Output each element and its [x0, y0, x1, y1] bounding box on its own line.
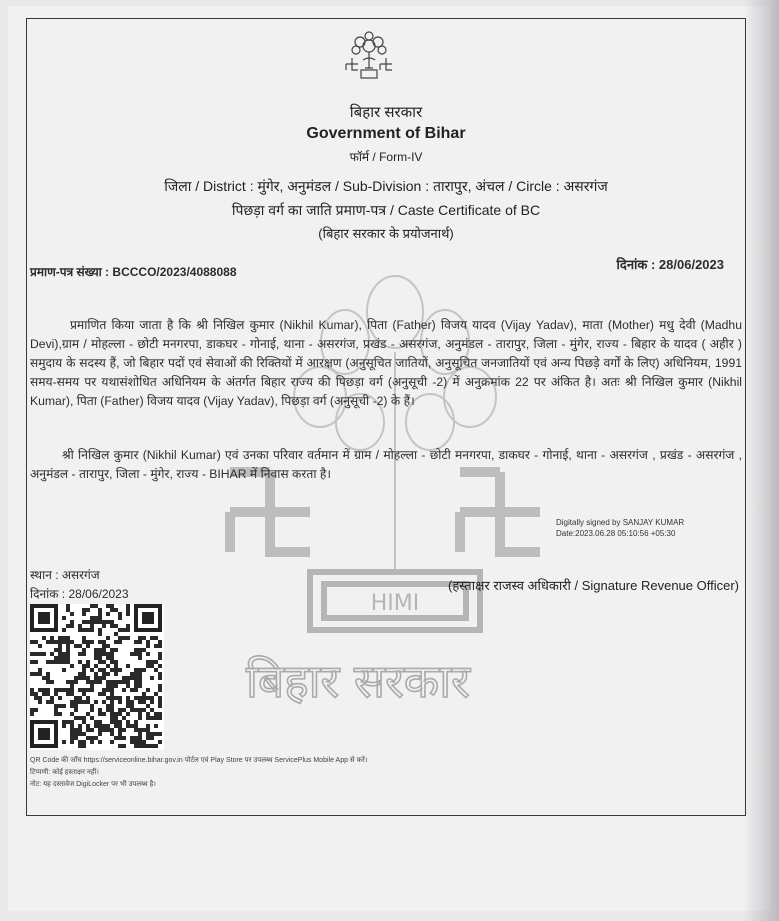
certificate-purpose: (बिहार सरकार के प्रयोजनार्थ) [318, 226, 454, 241]
watermark-text: बिहार सरकार [246, 654, 470, 708]
footer-note-3: नोट: यह दस्तावेज DigiLocker पर भी उपलब्ध है। [30, 781, 156, 788]
digital-signature-name: Digitally signed by SANJAY KUMAR [556, 518, 685, 527]
place-date: दिनांक : 28/06/2023 [30, 587, 129, 601]
page-shadow [743, 0, 779, 921]
digital-signature-date: Date:2023.06.28 05:10:56 +05:30 [556, 529, 676, 538]
header-form: फॉर्म / Form-IV [349, 150, 423, 164]
header-govt-english: Government of Bihar [306, 125, 466, 142]
header-govt-hindi: बिहार सरकार [349, 104, 423, 121]
digital-signature [556, 517, 684, 539]
footer-qr-note: QR Code की जाँच https://serviceonline.bihar.gov.in पोर्टल एवं Play Store पर उपलब्ध ServicePlus Mobile App से करें। [30, 757, 368, 764]
bihar-emblem-icon [338, 30, 400, 82]
signature-role: (हस्ताक्षर राजस्व अधिकारी / Signature Revenue Officer) [448, 578, 739, 593]
watermark-emblem-letters: HIMI [370, 591, 420, 616]
certificate-date: दिनांक : 28/06/2023 [616, 257, 724, 272]
footer-note-2: टिप्पणी: कोई हस्ताक्षर नहीं। [30, 769, 99, 776]
header-district-line: जिला / District : मुंगेर, अनुमंडल / Sub-Division : तारापुर, अंचल / Circle : असरगंज [164, 178, 608, 194]
certificate-title: पिछड़ा वर्ग का जाति प्रमाण-पत्र / Caste Certificate of BC [231, 202, 541, 218]
certificate-paragraph-2: श्री निखिल कुमार (Nikhil Kumar) एवं उनका परिवार वर्तमान में ग्राम / मोहल्ला - छोटी मनगरपा, डाकघर - गोनाई, थाना - असरगंज , प्रखंड - असरगंज , अनुमंडल - तारापुर, जिला - मुंगेर, राज्य - BIHAR में निवास करता है। [30, 448, 742, 481]
qr-code [30, 604, 164, 750]
certificate-number: प्रमाण-पत्र संख्या : BCCCO/2023/4088088 [30, 265, 237, 279]
certificate-paragraph-1: प्रमाणित किया जाता है कि श्री निखिल कुमार (Nikhil Kumar), पिता (Father) विजय यादव (Vijay Yadav), माता (Mother) मधु देवी (Madhu Devi),ग्राम / मोहल्ला - छोटी मनगरपा, डाकघर - गोनाई, थाना - असरगंज, प्रखंड - असरगंज, अनुमंडल - तारापुर, जिला - मुंगेर, राज्य - बिहार के यादव ( अहीर ) समुदाय के सदस्य हैं, जो बिहार पदों एवं सेवाओं की रिक्तियों में आरक्षण (अनुसूचित जातियों, अनुसूचित जनजातियों एवं अन्य पिछड़े वर्गों के लिए) अधिनियम, 1991 समय-समय पर यथासंशोधित अधिनियम के अंतर्गत बिहार राज्य की पिछड़ा वर्ग (अनुसूची -2) में अनुक्रमांक 22 पर अंकित है। अतः श्री निखिल कुमार (Nikhil Kumar), पिता (Father) विजय यादव (Vijay Yadav), पिछड़ा वर्ग (अनुसूची -2) के हैं। [30, 318, 742, 408]
place-of-issue: स्थान : असरगंज [30, 568, 100, 582]
